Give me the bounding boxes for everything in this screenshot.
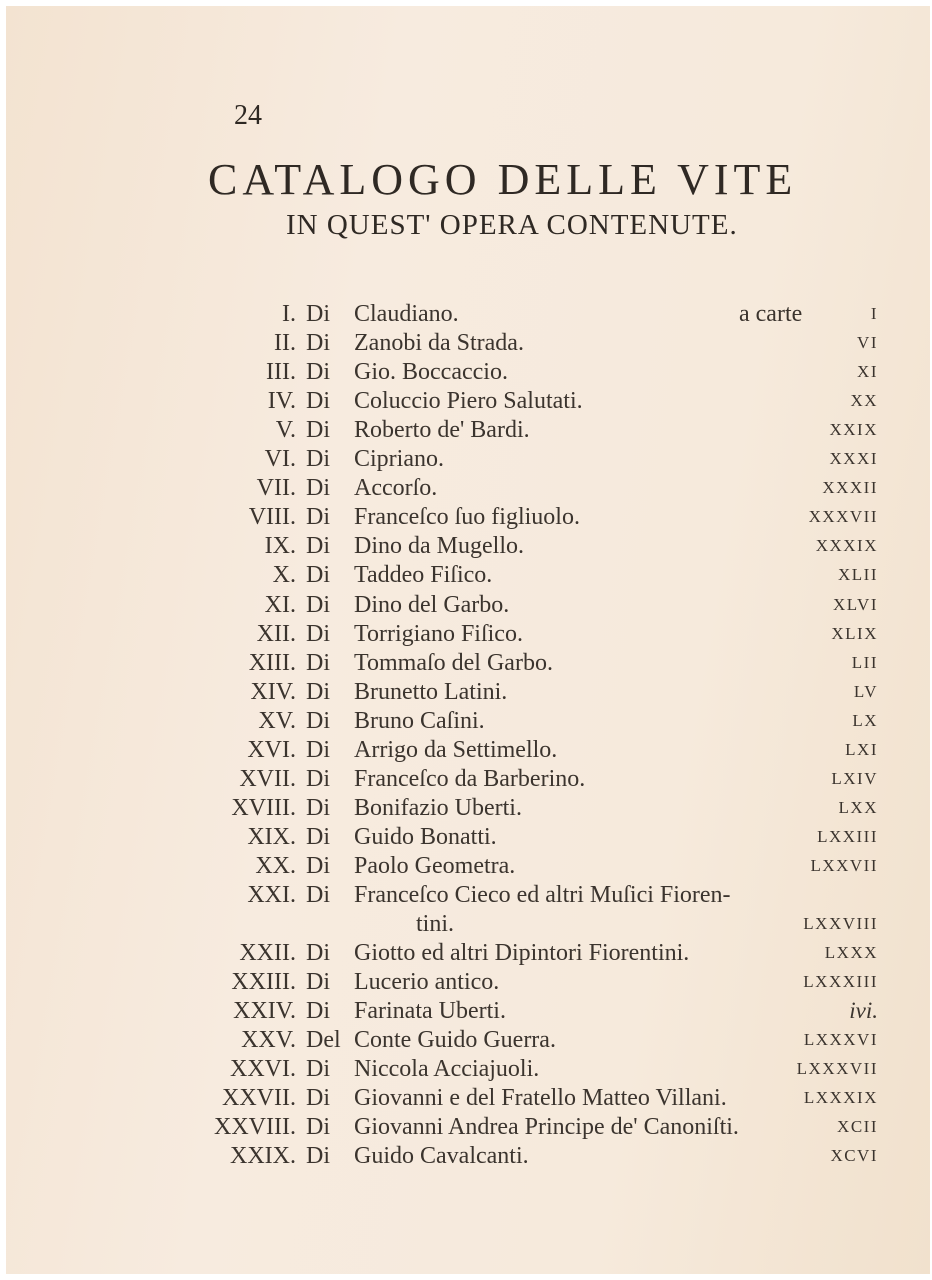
entry-preposition: Di xyxy=(306,446,330,473)
entry-name: Roberto de' Bardi. xyxy=(354,417,530,444)
entry-preposition: Di xyxy=(306,969,330,996)
entry-page-reference: LXXXVII xyxy=(796,1059,878,1079)
carte-label: a carte xyxy=(739,301,803,327)
entry-name: Bonifazio Uberti. xyxy=(354,794,522,821)
entry-number: XXIII. xyxy=(231,969,296,996)
entry-number: VI. xyxy=(264,446,296,473)
list-item xyxy=(6,415,930,445)
entry-name: Franceſco Cieco ed altri Muſici Fioren- xyxy=(354,882,731,908)
entry-preposition: Di xyxy=(306,475,330,502)
entry-preposition: Di xyxy=(306,882,330,908)
entry-page-reference: XLII xyxy=(838,565,878,585)
entry-name: Accorſo. xyxy=(354,475,438,502)
entry-page-reference: XXXII xyxy=(822,478,878,498)
entry-page-reference: LXXXIII xyxy=(803,972,878,992)
entry-preposition: Di xyxy=(306,301,330,327)
entry-name: Guido Bonatti. xyxy=(354,823,497,850)
entry-preposition: Di xyxy=(306,1085,330,1112)
entry-page-reference: LXXX xyxy=(824,943,878,963)
entry-name: Bruno Caſini. xyxy=(354,707,485,734)
entry-number: XIX. xyxy=(247,823,296,850)
list-item xyxy=(6,648,930,678)
entry-name: Niccola Acciajuoli. xyxy=(354,1056,540,1083)
entry-preposition: Di xyxy=(306,533,330,560)
list-item xyxy=(6,996,930,1026)
list-item xyxy=(6,1112,930,1142)
entry-number: XXV. xyxy=(241,1027,296,1054)
entry-preposition: Di xyxy=(306,707,330,734)
entry-preposition: Di xyxy=(306,359,330,386)
entry-page-reference: XCVI xyxy=(830,1146,878,1166)
entry-name: Tommaſo del Garbo. xyxy=(354,649,553,676)
entry-name: Cipriano. xyxy=(354,446,444,473)
entry-name: Lucerio antico. xyxy=(354,969,500,996)
list-item xyxy=(6,473,930,503)
list-item xyxy=(6,735,930,765)
entry-name: Franceſco ſuo figliuolo. xyxy=(354,504,580,531)
entry-name: Giovanni Andrea Principe de' Canoniſti. xyxy=(354,1114,739,1141)
entry-preposition: Di xyxy=(306,649,330,676)
entry-page-reference: XXIX xyxy=(829,420,878,440)
list-item xyxy=(6,590,930,620)
entry-preposition: Di xyxy=(306,678,330,705)
entry-number: V. xyxy=(275,417,296,444)
page-number: 24 xyxy=(234,100,262,131)
entry-name: Zanobi da Strada. xyxy=(354,330,524,357)
entry-preposition: Di xyxy=(306,504,330,531)
entry-number: XV. xyxy=(258,707,296,734)
entry-name: Giotto ed altri Dipintori Fiorentini. xyxy=(354,940,690,967)
entry-preposition: Di xyxy=(306,823,330,850)
list-item xyxy=(6,1025,930,1055)
entry-page-reference: LXXVII xyxy=(810,855,878,875)
page-title: CATALOGO DELLE VITE xyxy=(208,155,798,204)
entry-name: Claudiano. xyxy=(354,301,459,327)
entry-number: XIII. xyxy=(248,649,296,676)
list-item xyxy=(6,938,930,968)
entry-preposition: Di xyxy=(306,794,330,821)
entry-number: XXII. xyxy=(239,940,296,967)
entry-number: I. xyxy=(282,301,296,327)
entry-number: XVII. xyxy=(239,765,296,792)
entry-number: XXVIII. xyxy=(214,1114,296,1141)
list-item xyxy=(6,444,930,474)
entry-number: XXIV. xyxy=(233,998,296,1025)
entry-preposition: Di xyxy=(306,1114,330,1141)
entry-page-reference: LV xyxy=(853,681,878,701)
entry-page-reference: LXXXVI xyxy=(803,1030,878,1050)
entry-preposition: Di xyxy=(306,998,330,1025)
entry-number: X. xyxy=(272,562,296,589)
list-item xyxy=(6,1083,930,1113)
entry-page-reference: XXXI xyxy=(829,449,878,469)
entry-page-reference: LX xyxy=(852,710,878,730)
entry-name: Brunetto Latini. xyxy=(354,678,508,705)
entry-page-reference: LII xyxy=(851,652,878,672)
entry-number: XI. xyxy=(264,591,296,618)
entry-name: Dino da Mugello. xyxy=(354,533,524,560)
entry-number: XX. xyxy=(255,852,296,879)
entry-number: III. xyxy=(266,359,296,386)
entry-name: Guido Cavalcanti. xyxy=(354,1143,529,1170)
list-item xyxy=(6,357,930,387)
list-item xyxy=(6,822,930,852)
list-item xyxy=(6,880,930,910)
entry-page-reference: LXIV xyxy=(831,768,878,788)
entry-page-reference: LXXXIX xyxy=(803,1088,878,1108)
page-subtitle: IN QUEST' OPERA CONTENUTE. xyxy=(286,209,738,241)
list-item xyxy=(6,706,930,736)
entry-page-reference: XI xyxy=(857,362,878,382)
entry-preposition: Del xyxy=(306,1027,341,1054)
entry-name: Dino del Garbo. xyxy=(354,591,510,618)
entry-preposition: Di xyxy=(306,591,330,618)
list-item xyxy=(6,502,930,532)
entry-page-reference: XXXIX xyxy=(815,536,878,556)
entry-number: IV. xyxy=(267,388,296,415)
book-page xyxy=(6,6,930,1274)
entry-page-reference: LXXVIII xyxy=(803,914,878,934)
entry-name: Gio. Boccaccio. xyxy=(354,359,508,386)
list-item-continuation xyxy=(6,909,930,939)
entry-number: VII. xyxy=(256,475,296,502)
entry-page-reference: XX xyxy=(850,391,878,411)
list-item xyxy=(6,328,930,358)
entry-preposition: Di xyxy=(306,330,330,357)
list-item xyxy=(6,764,930,794)
list-item xyxy=(6,560,930,590)
entry-page-reference: XLIX xyxy=(831,623,878,643)
entry-page-reference: LXX xyxy=(838,797,878,817)
entry-preposition: Di xyxy=(306,620,330,647)
list-item xyxy=(6,531,930,561)
entry-number: XIV. xyxy=(250,678,296,705)
list-item xyxy=(6,677,930,707)
entry-preposition: Di xyxy=(306,852,330,879)
entry-number: XXVII. xyxy=(222,1085,296,1112)
entry-number: XII. xyxy=(256,620,296,647)
entry-number: XXIX. xyxy=(230,1143,296,1170)
entry-number: IX. xyxy=(264,533,296,560)
entry-name-continuation: tini. xyxy=(416,911,455,938)
entry-preposition: Di xyxy=(306,388,330,415)
entry-preposition: Di xyxy=(306,765,330,792)
entry-page-reference: ivi. xyxy=(849,998,878,1024)
entry-number: XXVI. xyxy=(230,1056,296,1083)
entry-page-reference: XLVI xyxy=(832,594,878,614)
entry-name: Franceſco da Barberino. xyxy=(354,765,586,792)
entry-name: Farinata Uberti. xyxy=(354,998,506,1025)
entry-preposition: Di xyxy=(306,1056,330,1083)
list-item xyxy=(6,851,930,881)
list-item xyxy=(6,1054,930,1084)
list-item xyxy=(6,299,930,329)
entry-preposition: Di xyxy=(306,736,330,763)
entry-page-reference: VI xyxy=(857,333,878,353)
list-item xyxy=(6,1141,930,1171)
entry-preposition: Di xyxy=(306,1143,330,1170)
entry-number: II. xyxy=(274,330,296,357)
entry-name: Paolo Geometra. xyxy=(354,852,516,879)
list-item xyxy=(6,793,930,823)
entry-name: Conte Guido Guerra. xyxy=(354,1027,556,1054)
entry-number: VIII. xyxy=(248,504,296,531)
entry-name: Torrigiano Fiſico. xyxy=(354,620,523,647)
entry-number: XXI. xyxy=(247,882,296,908)
entry-page-reference: XXXVII xyxy=(808,507,878,527)
entry-page-reference: LXXIII xyxy=(817,826,878,846)
entry-page-reference: XCII xyxy=(837,1117,878,1137)
entry-number: XVIII. xyxy=(231,794,296,821)
list-item xyxy=(6,619,930,649)
entry-number: XVI. xyxy=(247,736,296,763)
entry-page-reference: LXI xyxy=(845,739,878,759)
entry-name: Giovanni e del Fratello Matteo Villani. xyxy=(354,1085,727,1112)
list-item xyxy=(6,967,930,997)
entry-name: Taddeo Fiſico. xyxy=(354,562,493,589)
entry-preposition: Di xyxy=(306,417,330,444)
entry-name: Coluccio Piero Salutati. xyxy=(354,388,583,415)
entry-name: Arrigo da Settimello. xyxy=(354,736,558,763)
entry-page-reference: I xyxy=(870,304,878,323)
entry-preposition: Di xyxy=(306,562,330,589)
entry-preposition: Di xyxy=(306,940,330,967)
list-item xyxy=(6,386,930,416)
